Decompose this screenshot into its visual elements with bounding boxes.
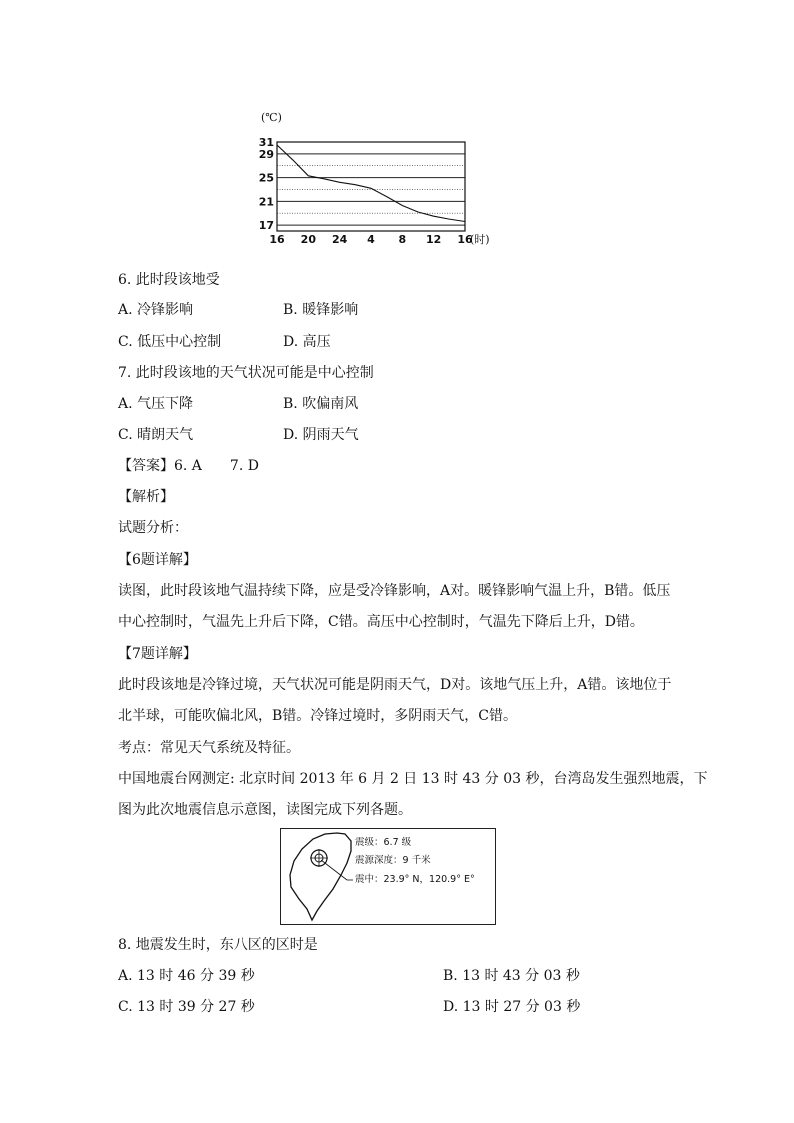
q8-option-a: A. 13 时 46 分 39 秒 — [118, 968, 255, 984]
x-tick-label: 24 — [332, 233, 348, 246]
q7-stem: 7. 此时段该地的天气状况可能是中心控制 — [118, 365, 374, 381]
y-tick-label: 25 — [258, 171, 274, 185]
x-tick-label: 4 — [367, 233, 375, 246]
x-axis-unit-label: (时) — [470, 233, 490, 246]
y-tick-label: 29 — [258, 147, 274, 161]
q7-option-c: C. 晴朗天气 — [118, 427, 194, 443]
detail6-line2: 中心控制时，气温先上升后下降，C错。高压中心控制时，气温先下降后上升，D错。 — [118, 614, 644, 630]
q7-option-a: A. 气压下降 — [118, 396, 194, 412]
detail7-line2: 北半球，可能吹偏北风，B错。冷锋过境时，多阴雨天气，C错。 — [118, 708, 517, 724]
epicenter-label: 震中：23.9° N，120.9° E° — [355, 874, 475, 885]
y-tick-label: 17 — [258, 219, 274, 233]
y-axis-unit-label: (℃) — [261, 111, 282, 124]
y-tick-label: 21 — [258, 195, 274, 209]
earthquake-intro-line1: 中国地震台网测定: 北京时间 2013 年 6 月 2 日 13 时 43 分 03 秒，台湾岛发生强烈地震，下 — [118, 771, 708, 787]
y-tick-label: 31 — [258, 136, 274, 149]
q6-option-b: B. 暖锋影响 — [283, 302, 359, 318]
x-tick-label: 16 — [269, 233, 285, 246]
q8-option-c: C. 13 时 39 分 27 秒 — [118, 999, 255, 1015]
analysis-intro: 试题分析： — [118, 520, 188, 536]
q6-stem: 6. 此时段该地受 — [118, 272, 220, 288]
x-tick-label: 16 — [457, 233, 473, 246]
detail6-heading: 【6题详解】 — [118, 552, 197, 568]
detail7-heading: 【7题详解】 — [118, 646, 197, 662]
magnitude-label: 震级：6.7 级 — [355, 837, 412, 848]
earthquake-intro-line2: 图为此次地震信息示意图，读图完成下列各题。 — [118, 802, 412, 818]
analysis-heading: 【解析】 — [118, 489, 174, 505]
q8-option-b: B. 13 时 43 分 03 秒 — [443, 968, 580, 984]
q8-stem: 8. 地震发生时，东八区的区时是 — [118, 937, 318, 953]
temperature-chart-svg — [255, 108, 515, 250]
answer-line: 【答案】6. A 7. D — [118, 458, 259, 474]
earthquake-map — [280, 828, 496, 925]
q6-option-c: C. 低压中心控制 — [118, 334, 222, 350]
q7-option-b: B. 吹偏南风 — [283, 396, 359, 412]
detail7-line1: 此时段该地是冷锋过境，天气状况可能是阴雨天气，D对。该地气压上升，A错。该地位于 — [118, 677, 672, 693]
q7-option-d: D. 阴雨天气 — [283, 427, 359, 443]
detail6-line1: 读图，此时段该地气温持续下降，应是受冷锋影响，A对。暖锋影响气温上升，B错。低压 — [118, 583, 671, 599]
q6-option-a: A. 冷锋影响 — [118, 302, 194, 318]
plot-frame — [277, 142, 465, 231]
x-tick-label: 12 — [426, 233, 442, 246]
kaodian-line: 考点：常见天气系统及特征。 — [118, 740, 300, 756]
depth-label: 震源深度：9 千米 — [355, 855, 431, 866]
temperature-chart — [255, 108, 515, 250]
temperature-series-line — [277, 145, 465, 222]
x-tick-label: 20 — [300, 233, 316, 246]
x-tick-label: 8 — [398, 233, 407, 246]
q6-option-d: D. 高压 — [283, 334, 331, 350]
q8-option-d: D. 13 时 27 分 03 秒 — [443, 999, 581, 1015]
